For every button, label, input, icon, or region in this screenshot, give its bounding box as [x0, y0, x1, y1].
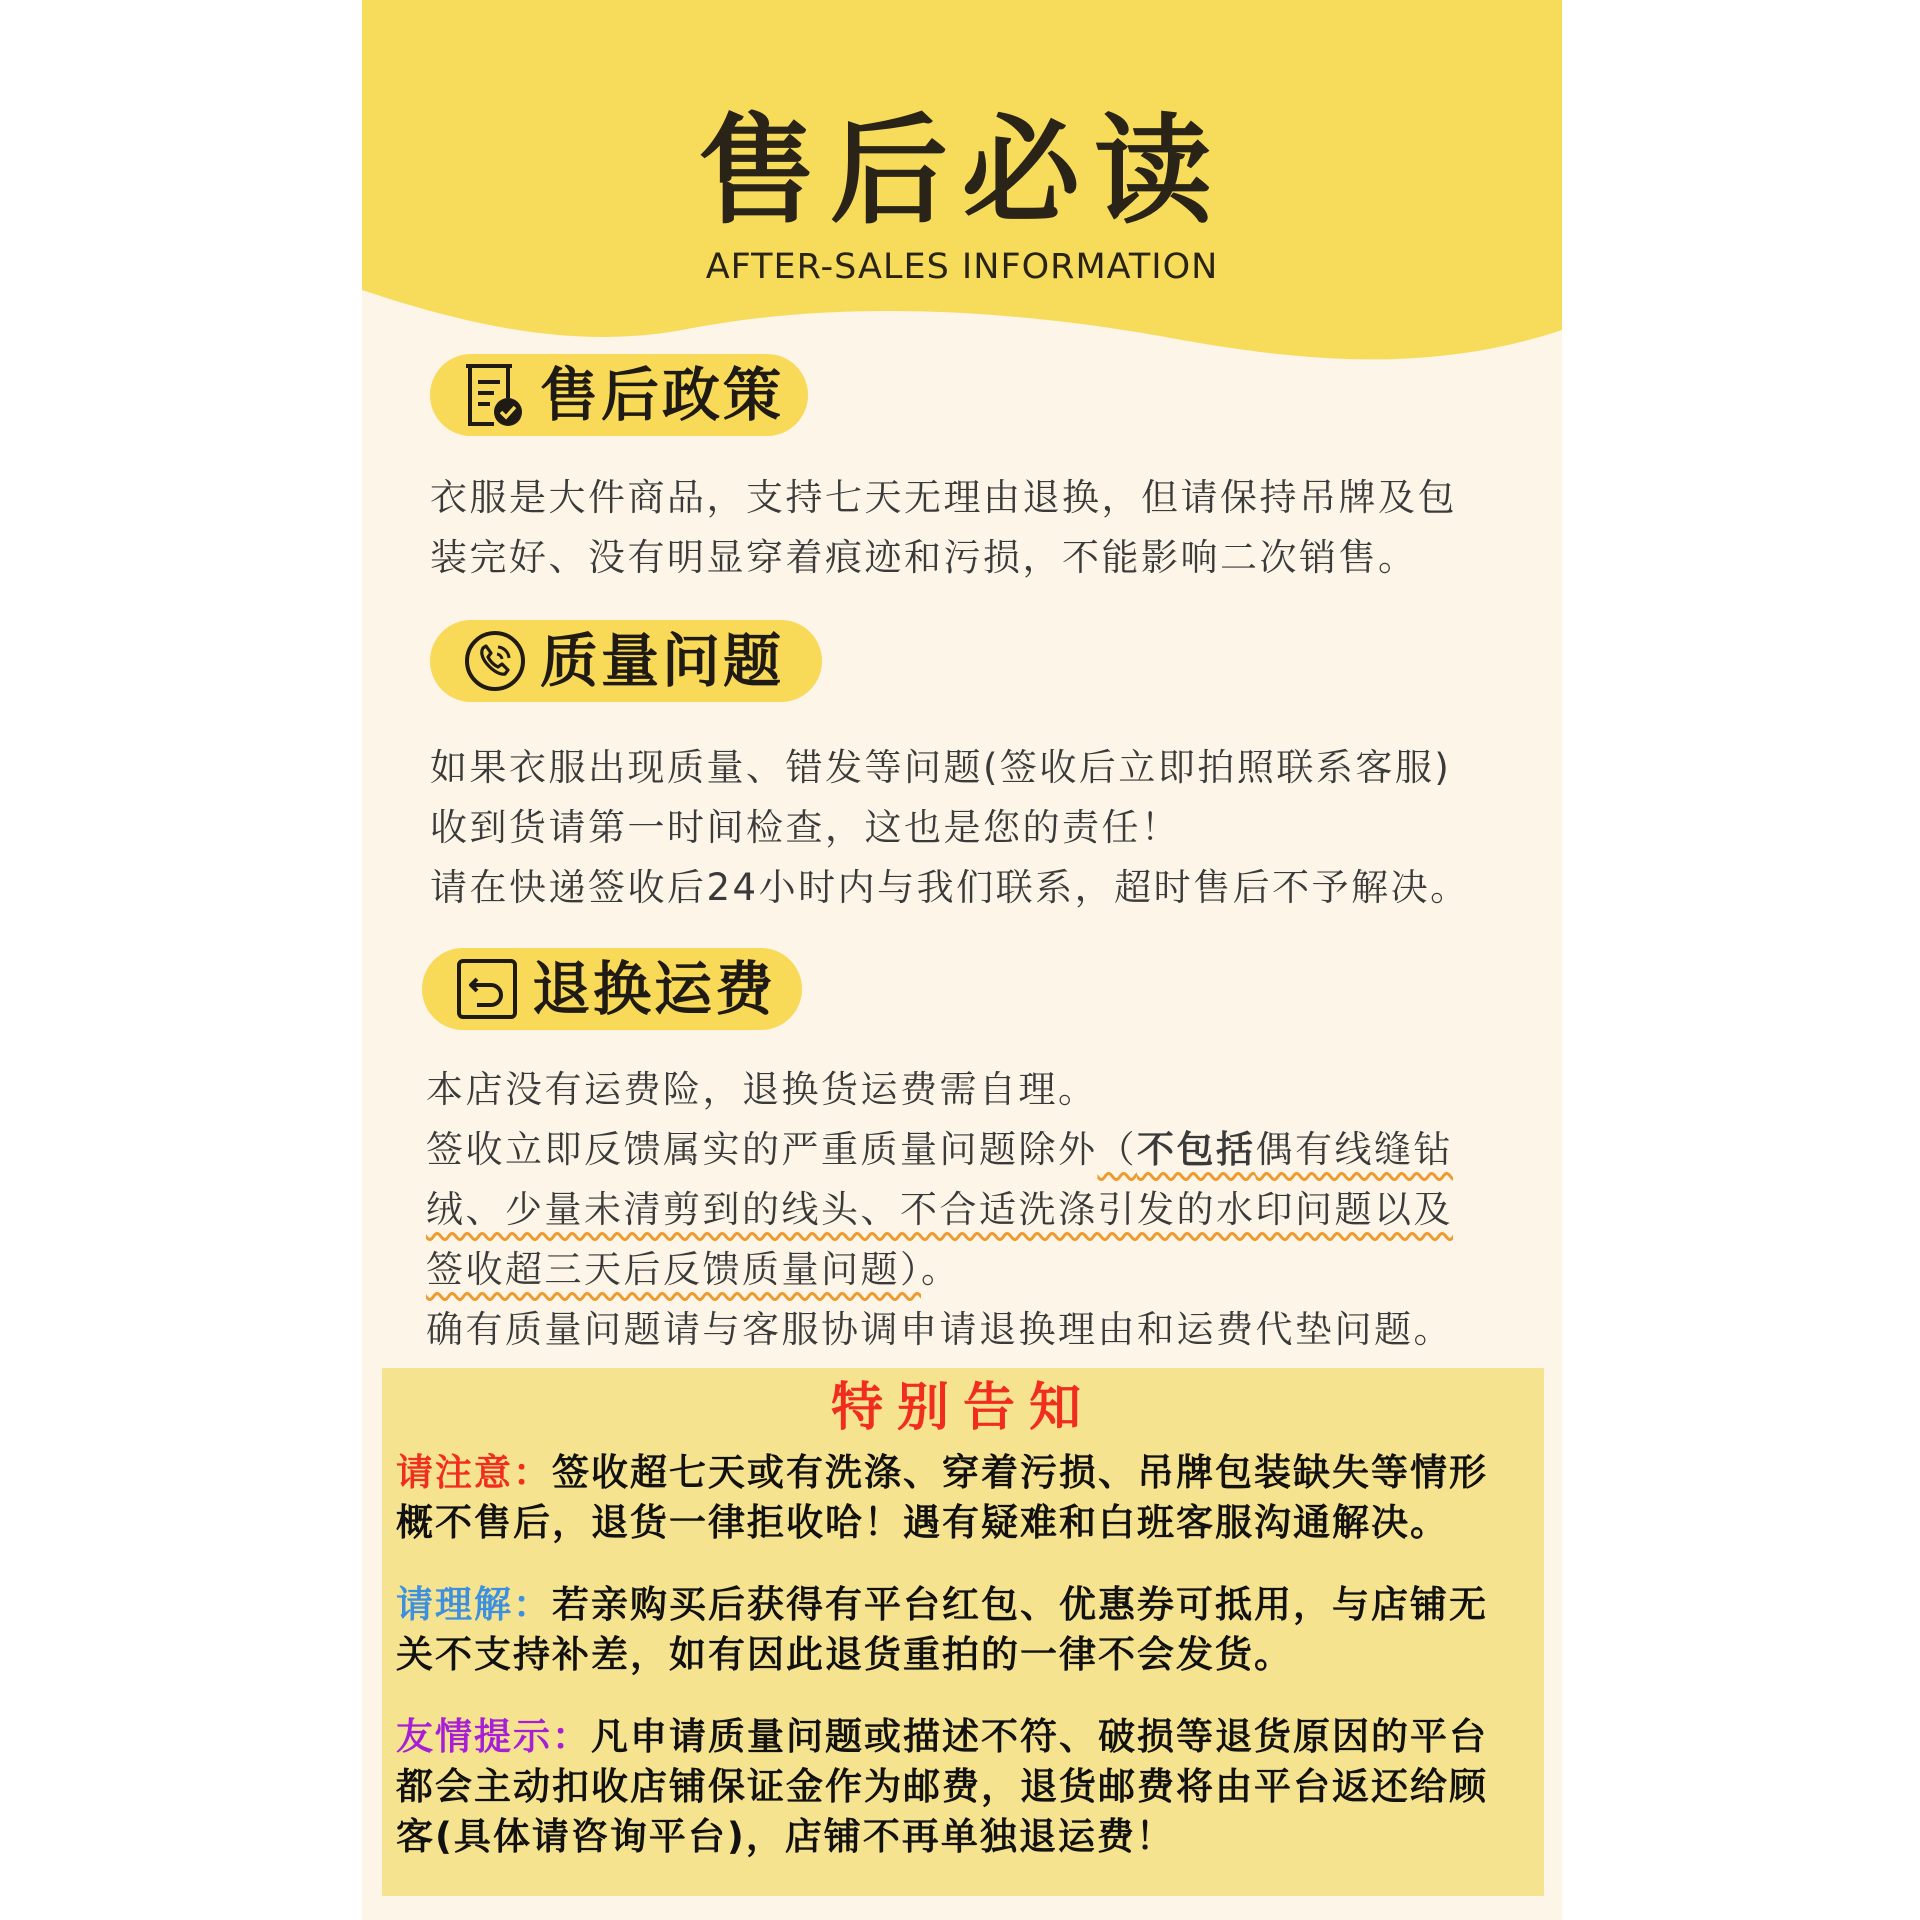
notice-text: 凡申请质量问题或描述不符、破损等退货原因的平台	[591, 1715, 1488, 1758]
special-notice-box	[382, 1368, 1544, 1896]
notice-text: 签收超七天或有洗涤、穿着污损、吊牌包装缺失等情形	[552, 1451, 1488, 1494]
text-segment: 签收立即反馈属实的严重质量问题除外	[426, 1128, 1098, 1171]
text-line: 本店没有运费险，退换货运费需自理。	[426, 1068, 1098, 1111]
after-sales-card	[362, 0, 1562, 1920]
notice-item	[396, 1448, 1536, 1548]
section-title: 质量问题	[540, 627, 785, 695]
notice-item	[396, 1712, 1536, 1862]
notice-line: 都会主动扣收店铺保证金作为邮费，退货邮费将由平台返还给顾	[396, 1765, 1488, 1808]
notice-item	[396, 1580, 1536, 1680]
shipping-text	[426, 1060, 1516, 1360]
section-title: 售后政策	[540, 361, 785, 429]
section-header-quality	[430, 620, 822, 702]
underlined-segment: 绒、少量未清剪到的线头、不合适洗涤引发的水印问题以及	[426, 1188, 1453, 1231]
section-header-shipping	[422, 948, 802, 1030]
text-segment: 偶有线缝钻	[1255, 1128, 1453, 1171]
text-line	[426, 1180, 1516, 1240]
receipt-check-icon	[462, 362, 528, 428]
text-line: 收到货请第一时间检查，这也是您的责任！	[430, 806, 1181, 849]
section-header-policy	[430, 354, 808, 436]
section-title: 退换运费	[532, 955, 777, 1023]
notice-label: 友情提示：	[396, 1715, 591, 1758]
notice-title: 特别告知	[830, 1378, 1095, 1438]
notice-line	[396, 1580, 1536, 1630]
return-arrow-icon	[454, 956, 520, 1022]
text-line	[426, 1120, 1516, 1180]
notice-line: 概不售后，退货一律拒收哈！遇有疑难和白班客服沟通解决。	[396, 1501, 1449, 1544]
notice-label: 请理解：	[396, 1583, 552, 1626]
text-segment: （	[1097, 1128, 1137, 1171]
text-line: 确有质量问题请与客服协调申请退换理由和运费代垫问题。	[426, 1308, 1453, 1351]
quality-text	[430, 738, 1520, 918]
notice-line	[396, 1712, 1536, 1762]
text-line: 衣服是大件商品，支持七天无理由退换，但请保持吊牌及包	[430, 476, 1457, 519]
text-line: 请在快递签收后24小时内与我们联系，超时售后不予解决。	[430, 866, 1470, 909]
text-line: 装完好、没有明显穿着痕迹和污损，不能影响二次销售。	[430, 536, 1418, 579]
notice-label: 请注意：	[396, 1451, 552, 1494]
text-line	[426, 1240, 1516, 1300]
page-subtitle: AFTER-SALES INFORMATION	[705, 247, 1219, 287]
notice-line: 关不支持补差，如有因此退货重拍的一律不会发货。	[396, 1633, 1293, 1676]
notice-text: 若亲购买后获得有平台红包、优惠券可抵用，与店铺无	[552, 1583, 1488, 1626]
policy-text	[430, 468, 1520, 588]
underlined-segment: 签收超三天后反馈质量问题）	[426, 1248, 921, 1291]
page-title: 售后必读	[697, 102, 1226, 240]
text-line: 如果衣服出现质量、错发等问题(签收后立即拍照联系客服)	[430, 746, 1452, 789]
notice-line	[396, 1448, 1536, 1498]
underlined-segment	[1098, 1128, 1454, 1171]
text-segment: 。	[921, 1248, 961, 1291]
emphasis-text: 不包括	[1137, 1128, 1256, 1171]
notice-line: 客(具体请咨询平台)，店铺不再单独退运费！	[396, 1815, 1175, 1858]
phone-call-icon	[462, 628, 528, 694]
